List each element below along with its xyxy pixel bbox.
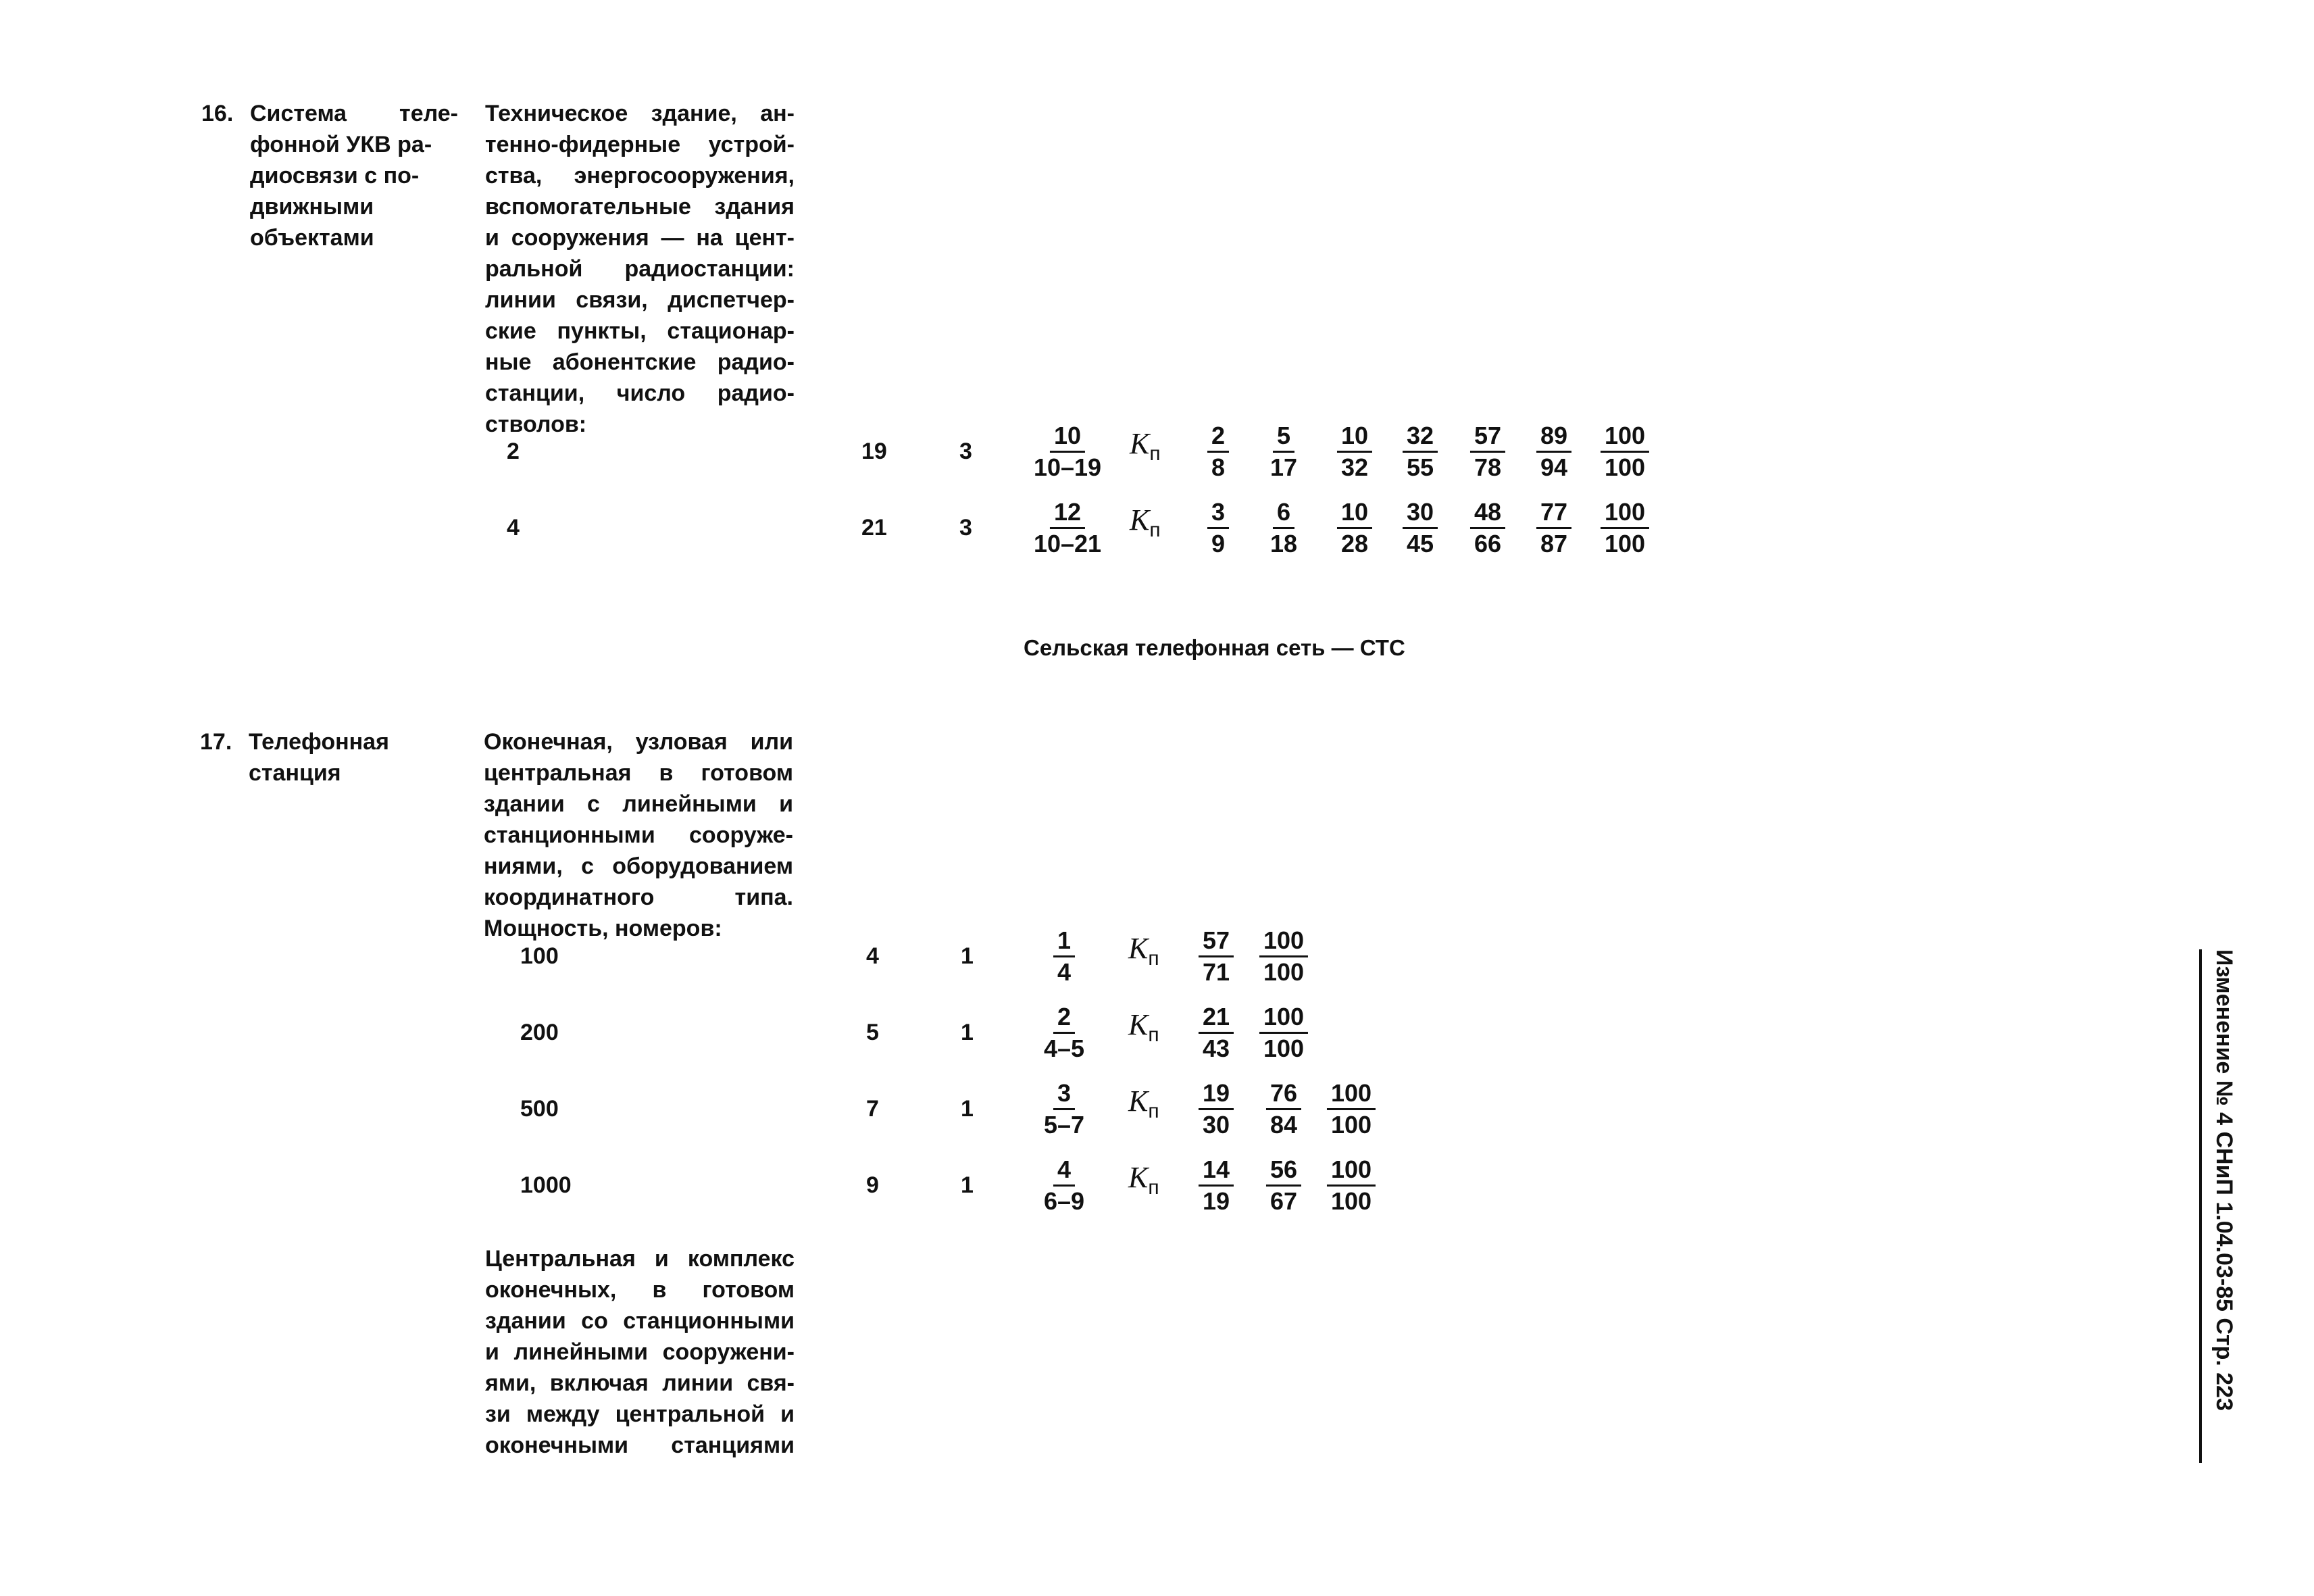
row-fraction-denominator: 10–19 xyxy=(1033,453,1102,481)
desc-line: центральная в готовом xyxy=(484,760,793,786)
row-fraction-numerator: 1 xyxy=(1053,926,1075,957)
coefficient-value-numerator: 76 xyxy=(1266,1078,1301,1110)
coefficient-value-numerator: 3 xyxy=(1207,497,1229,529)
item-16-title-line: фонной УКВ ра- xyxy=(250,132,432,157)
item-17-title xyxy=(249,726,451,789)
coefficient-value-numerator: 2 xyxy=(1207,421,1229,453)
coefficient-value-denominator: 66 xyxy=(1474,530,1502,557)
item-16-title-line: объектами xyxy=(250,225,374,251)
row-fraction-denominator: 10–21 xyxy=(1033,530,1102,557)
desc-line: оконечными станциями xyxy=(485,1432,795,1458)
coefficient-value xyxy=(1199,926,1234,987)
row-value-col1: 4 xyxy=(866,943,879,969)
coefficient-value-numerator: 21 xyxy=(1199,1002,1234,1034)
coefficient-value-numerator: 57 xyxy=(1470,421,1505,453)
kp-subscript: п xyxy=(1149,442,1161,465)
coefficient-value-numerator: 48 xyxy=(1470,497,1505,529)
row-value-col2: 1 xyxy=(961,1020,974,1045)
coefficient-value-denominator: 32 xyxy=(1340,453,1369,481)
desc-line: оконечных, в готовом xyxy=(485,1277,795,1303)
row-fraction-denominator: 4 xyxy=(1057,958,1072,986)
coefficient-value-denominator: 84 xyxy=(1269,1111,1298,1139)
coefficient-value-numerator: 10 xyxy=(1337,497,1372,529)
kp-symbol: K xyxy=(1128,1008,1149,1041)
row-fraction xyxy=(1030,421,1105,482)
sidebar-rule xyxy=(2199,949,2202,1463)
coefficient-value-denominator: 55 xyxy=(1406,453,1434,481)
kp-symbol: K xyxy=(1128,932,1149,965)
coefficient-value-numerator: 100 xyxy=(1601,421,1649,453)
page-sidebar xyxy=(2199,949,2240,1463)
coefficient-value-numerator: 100 xyxy=(1259,926,1308,957)
row-value-col1: 19 xyxy=(861,439,887,464)
row-label: 4 xyxy=(507,515,520,541)
row-value-col2: 1 xyxy=(961,1096,974,1122)
row-fraction-denominator: 5–7 xyxy=(1043,1111,1085,1139)
item-17-number: 17. xyxy=(200,729,232,755)
coefficient-value xyxy=(1259,1002,1308,1064)
coefficient-value xyxy=(1259,926,1308,987)
desc-line: здании со станционными xyxy=(485,1308,795,1334)
item-17-description xyxy=(484,726,793,944)
kp-subscript: п xyxy=(1148,1176,1159,1199)
desc-line: Центральная и комплекс xyxy=(485,1246,795,1272)
desc-line: ские пункты, стационар- xyxy=(485,318,795,344)
coefficient-value-denominator: 67 xyxy=(1269,1187,1298,1215)
coefficient-value-numerator: 100 xyxy=(1601,497,1649,529)
coefficient-value-denominator: 17 xyxy=(1269,453,1298,481)
row-value-col2: 3 xyxy=(959,515,972,541)
coefficient-value-denominator: 100 xyxy=(1604,530,1646,557)
kp-subscript: п xyxy=(1148,947,1159,970)
coefficient-value xyxy=(1199,1002,1234,1064)
item-17-title-line: станция xyxy=(249,760,341,786)
coefficient-value xyxy=(1327,1078,1376,1140)
coefficient-value-denominator: 71 xyxy=(1202,958,1230,986)
desc-line: ральной радиостанции: xyxy=(485,256,795,282)
coefficient-value xyxy=(1470,497,1505,559)
coefficient-value xyxy=(1536,421,1571,482)
coefficient-value-numerator: 89 xyxy=(1536,421,1571,453)
row-fraction-numerator: 4 xyxy=(1053,1155,1075,1187)
desc-line: ями, включая линии свя- xyxy=(485,1370,795,1396)
coefficient-kp-label xyxy=(1128,931,1159,970)
coefficient-value-denominator: 45 xyxy=(1406,530,1434,557)
row-fraction-numerator: 12 xyxy=(1050,497,1085,529)
item-16-title-line: движными xyxy=(250,194,374,220)
coefficient-value xyxy=(1266,497,1301,559)
row-fraction xyxy=(1040,1155,1088,1216)
desc-line: Оконечная, узловая или xyxy=(484,729,793,755)
row-value-col1: 5 xyxy=(866,1020,879,1045)
kp-symbol: K xyxy=(1128,1161,1149,1194)
row-fraction-denominator: 4–5 xyxy=(1043,1034,1085,1062)
row-value-col1: 9 xyxy=(866,1172,879,1198)
desc-line: здании с линейными и xyxy=(484,791,793,817)
coefficient-value-denominator: 100 xyxy=(1604,453,1646,481)
coefficient-kp-label xyxy=(1128,1160,1159,1199)
coefficient-value-denominator: 78 xyxy=(1474,453,1502,481)
desc-line: координатного типа. xyxy=(484,884,793,910)
item-16-title-line: диосвязи с по- xyxy=(250,163,420,189)
row-fraction-denominator: 6–9 xyxy=(1043,1187,1085,1215)
coefficient-value xyxy=(1266,1078,1301,1140)
coefficient-value xyxy=(1207,421,1229,482)
coefficient-value xyxy=(1536,497,1571,559)
coefficient-value-denominator: 19 xyxy=(1202,1187,1230,1215)
coefficient-value-numerator: 56 xyxy=(1266,1155,1301,1187)
coefficient-kp-label xyxy=(1130,503,1161,542)
desc-line: линии связи, диспетчер- xyxy=(485,287,795,313)
row-fraction xyxy=(1040,1078,1088,1140)
desc-line: Мощность, номеров: xyxy=(484,916,722,941)
coefficient-value-denominator: 100 xyxy=(1263,958,1305,986)
row-label: 2 xyxy=(507,439,520,464)
coefficient-value-denominator: 9 xyxy=(1211,530,1226,557)
coefficient-value-numerator: 100 xyxy=(1259,1002,1308,1034)
coefficient-value-numerator: 14 xyxy=(1199,1155,1234,1187)
coefficient-value xyxy=(1470,421,1505,482)
desc-line: ства, энергосооружения, xyxy=(485,163,795,189)
row-label: 1000 xyxy=(520,1172,572,1198)
row-fraction xyxy=(1053,926,1075,987)
desc-line: ные абонентские радио- xyxy=(485,349,795,375)
kp-symbol: K xyxy=(1130,427,1150,460)
coefficient-value xyxy=(1199,1155,1234,1216)
coefficient-value-numerator: 30 xyxy=(1403,497,1438,529)
coefficient-value xyxy=(1337,421,1372,482)
desc-line: станции, число радио- xyxy=(485,380,795,406)
coefficient-value-denominator: 100 xyxy=(1330,1111,1372,1139)
item-16-title xyxy=(250,98,458,253)
coefficient-value-denominator: 8 xyxy=(1211,453,1226,481)
coefficient-value-denominator: 30 xyxy=(1202,1111,1230,1139)
coefficient-value xyxy=(1207,497,1229,559)
coefficient-value xyxy=(1403,497,1438,559)
item-16-number: 16. xyxy=(201,101,234,126)
row-label: 200 xyxy=(520,1020,559,1045)
coefficient-value xyxy=(1266,421,1301,482)
desc-line: Техническое здание, ан- xyxy=(485,101,795,126)
item-16-title-line: Система теле- xyxy=(250,101,458,126)
row-fraction-numerator: 10 xyxy=(1050,421,1085,453)
coefficient-value-numerator: 100 xyxy=(1327,1078,1376,1110)
row-value-col2: 3 xyxy=(959,439,972,464)
row-fraction xyxy=(1030,497,1105,559)
coefficient-value-numerator: 19 xyxy=(1199,1078,1234,1110)
coefficient-value-denominator: 100 xyxy=(1330,1187,1372,1215)
kp-symbol: K xyxy=(1128,1084,1149,1118)
coefficient-value xyxy=(1601,497,1649,559)
coefficient-value-denominator: 100 xyxy=(1263,1034,1305,1062)
coefficient-value-numerator: 100 xyxy=(1327,1155,1376,1187)
coefficient-value xyxy=(1601,421,1649,482)
kp-symbol: K xyxy=(1130,503,1150,537)
coefficient-value xyxy=(1199,1078,1234,1140)
coefficient-value-numerator: 10 xyxy=(1337,421,1372,453)
coefficient-value xyxy=(1403,421,1438,482)
item-17-title-line: Телефонная xyxy=(249,729,389,755)
coefficient-value-denominator: 43 xyxy=(1202,1034,1230,1062)
section-heading: Сельская телефонная сеть — СТС xyxy=(1024,635,1405,660)
desc-line: и сооружения — на цент- xyxy=(485,225,795,251)
coefficient-value xyxy=(1266,1155,1301,1216)
item-16-description xyxy=(485,98,795,440)
coefficient-value-denominator: 18 xyxy=(1269,530,1298,557)
desc-line: стволов: xyxy=(485,412,587,437)
coefficient-value-numerator: 5 xyxy=(1273,421,1294,453)
coefficient-value-numerator: 32 xyxy=(1403,421,1438,453)
coefficient-value xyxy=(1327,1155,1376,1216)
coefficient-value-numerator: 57 xyxy=(1199,926,1234,957)
coefficient-value-denominator: 87 xyxy=(1540,530,1568,557)
coefficient-value-numerator: 6 xyxy=(1273,497,1294,529)
desc-line: и линейными сооружени- xyxy=(485,1339,795,1365)
sidebar-page-reference: Изменение № 4 СНиП 1.04.03-85 Стр. 223 xyxy=(2211,949,2237,1412)
row-value-col1: 7 xyxy=(866,1096,879,1122)
kp-subscript: п xyxy=(1149,518,1161,541)
kp-subscript: п xyxy=(1148,1023,1159,1046)
coefficient-kp-label xyxy=(1130,426,1161,466)
coefficient-kp-label xyxy=(1128,1084,1159,1123)
row-fraction-numerator: 2 xyxy=(1053,1002,1075,1034)
row-fraction-numerator: 3 xyxy=(1053,1078,1075,1110)
desc-line: зи между центральной и xyxy=(485,1401,795,1427)
row-label: 100 xyxy=(520,943,559,969)
row-fraction xyxy=(1040,1002,1088,1064)
desc-line: ниями, с оборудованием xyxy=(484,853,793,879)
item-17-description-2 xyxy=(485,1243,795,1461)
coefficient-value-denominator: 28 xyxy=(1340,530,1369,557)
row-label: 500 xyxy=(520,1096,559,1122)
kp-subscript: п xyxy=(1148,1099,1159,1122)
desc-line: вспомогательные здания xyxy=(485,194,795,220)
desc-line: станционными сооруже- xyxy=(484,822,793,848)
row-value-col2: 1 xyxy=(961,1172,974,1198)
coefficient-value-numerator: 77 xyxy=(1536,497,1571,529)
desc-line: тенно-фидерные устрой- xyxy=(485,132,795,157)
coefficient-value-denominator: 94 xyxy=(1540,453,1568,481)
row-value-col1: 21 xyxy=(861,515,887,541)
coefficient-value xyxy=(1337,497,1372,559)
row-value-col2: 1 xyxy=(961,943,974,969)
coefficient-kp-label xyxy=(1128,1007,1159,1047)
